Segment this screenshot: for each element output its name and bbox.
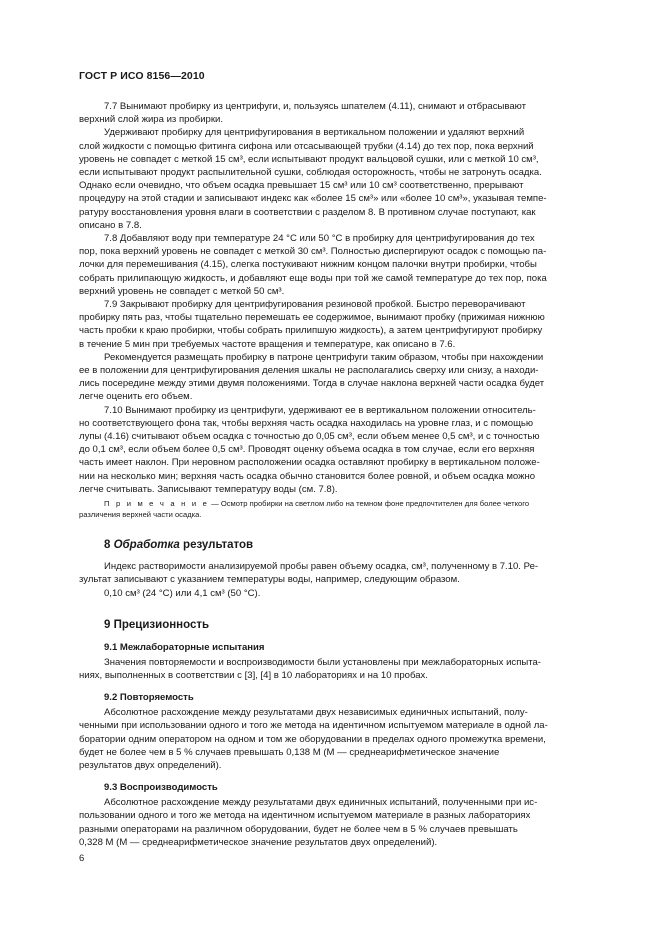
paragraph-9-3: Абсолютное расхождение между результатами двух единичных испытаний, полученными при ис- пользовании одного и того же метода на идентичном испытуемом материале в разных лабораториях разными операторами на различном оборудовании, будет не более чем в 5 % случаев превышать 0,328 М (М — среднеарифметическое значение результатов двух определений). [79,797,538,848]
paragraph-7-10: 7.10 Вынимают пробирку из центрифуги, удерживают ее в вертикальном положении относитель- но соответствующего фона так, чтобы верхняя часть осадка находилась на уровне глаз, и с помощью лупы (4.16) считывают объем осадка с точностью до 0,05 см³, если объем менее 0,5 см³, и с точностью до 0,1 см³, если объем более 0,5 см³. Проводят оценку объема осадка в том случае, если его верхняя часть имеет наклон. При неровном расположении осадка оставляют пробирку в вертикальном положе- нии на несколько мин; верхняя часть осадка обычно становится более ровной, и объем осадка можно легче считывать. Записывают температуру воды (см. 7.8). [79,404,540,495]
paragraph-8-example: 0,10 см³ (24 °С) или 4,1 см³ (50 °С). [104,587,261,599]
paragraph-9-1: Значения повторяемости и воспроизводимости были установлены при межлабораторных испыта- ниях, выполненных в соответствии с [3], [4] в 10 лабораториях и на 10 пробах. [79,656,541,681]
section-8-number: 8 [104,539,111,552]
section-8-heading [104,538,582,552]
subsection-9-2-heading: 9.2 Повторяемость [104,692,194,704]
paragraph-7-8: 7.8 Добавляют воду при температуре 24 °С или 50 °С в пробирку для центрифугирования до тех пор, пока верхний уровень не совпадет с меткой 30 см³. Полностью диспергируют осадок с помощью па- лочки для перемешивания (4.15), слегка постукивают нижним концом палочки внутри пробирки, чтобы собрать прилипающую жидкость, и добавляют еще воды при той же самой температуре до тех пор, пока верхний уровень не совпадет с меткой 50 см³. [79,233,547,297]
document-body [79,100,582,849]
document-header: ГОСТ Р ИСО 8156—2010 [79,70,205,82]
section-8-italic: Обработка [113,539,180,552]
note-label: П р и м е ч а н и е [104,499,209,509]
paragraph-7-9-continued: Рекомендуется размещать пробирку в патроне центрифуги таким образом, чтобы при нахождении ее в положении для центрифугирования деления шкалы не располагались сверху или снизу, а находи- лись посередине между этими двумя положениями. Тогда в случае наклона верхней части осадка будет легче оценить его объем. [79,351,545,403]
paragraph-8: Индекс растворимости анализируемой пробы равен объему осадка, см³, полученному в 7.10. Ре- зультат записывают с указанием температуры воды, например, следующим образом. [79,561,539,586]
paragraph-7-7: 7.7 Вынимают пробирку из центрифуги, и, пользуясь шпателем (4.11), снимают и отбрасывают верхний слой жира из пробирки. [79,101,526,126]
note [79,499,582,520]
paragraph-7-9: 7.9 Закрывают пробирку для центрифугирования резиновой пробкой. Быстро переворачивают пробирку пять раз, чтобы тщательно перемешать ее содержимое, вынимают пробку (прижимая нижнюю часть пробки к краю пробирки, чтобы собрать прилипшую жидкость), а затем центрифугируют пробирку в течение 5 мин при требуемых частоте вращения и температуре, как описано в 7.6. [79,299,545,350]
paragraph-7-7-continued: Удерживают пробирку для центрифугирования в вертикальном положении и удаляют верхний слой жидкости с помощью фитинга сифона или отсасывающей трубки (4.14) до тех пор, пока верхний уровень не совпадет с меткой 15 см³, если испытывают продукт вальцовой сушки, или с меткой 10 см³, если испытывают продукт распылительной сушки, соблюдая осторожность, чтобы не затронуть осадка. Однако если очевидно, что объем осадка превышает 15 см³ или 10 см³ соответственно, прерывают процедуру на этой стадии и записывают индекс как «более 15 см³» или «более 10 см³», указывая темпе- ратуру восстановления уровня влаги в соответствии с разделом 8. В противном случае поступают, как описано в 7.8. [79,127,547,231]
paragraph-9-2: Абсолютное расхождение между результатами двух независимых единичных испытаний, полу- ченными при использовании одного и того же метода на идентичном испытуемом материале в одной ла- боратории одним оператором на одном и том же оборудовании в пределах одного промежутка времени, будет не более чем в 5 % случаев превышать 0,138 М (М — среднеарифметическое значение результатов двух определений). [79,707,548,771]
subsection-9-3-heading: 9.3 Воспроизводимость [104,782,218,794]
page-number: 6 [79,853,85,864]
subsection-9-1-heading: 9.1 Межлабораторные испытания [104,641,265,653]
note-text: — Осмотр пробирки на светлом либо на темном фоне предпочтителен для более четкого различения верхней части осадка. [79,499,530,519]
section-8-title-rest: результатов [179,539,254,552]
section-9-heading: 9 Прецизионность [104,618,210,631]
